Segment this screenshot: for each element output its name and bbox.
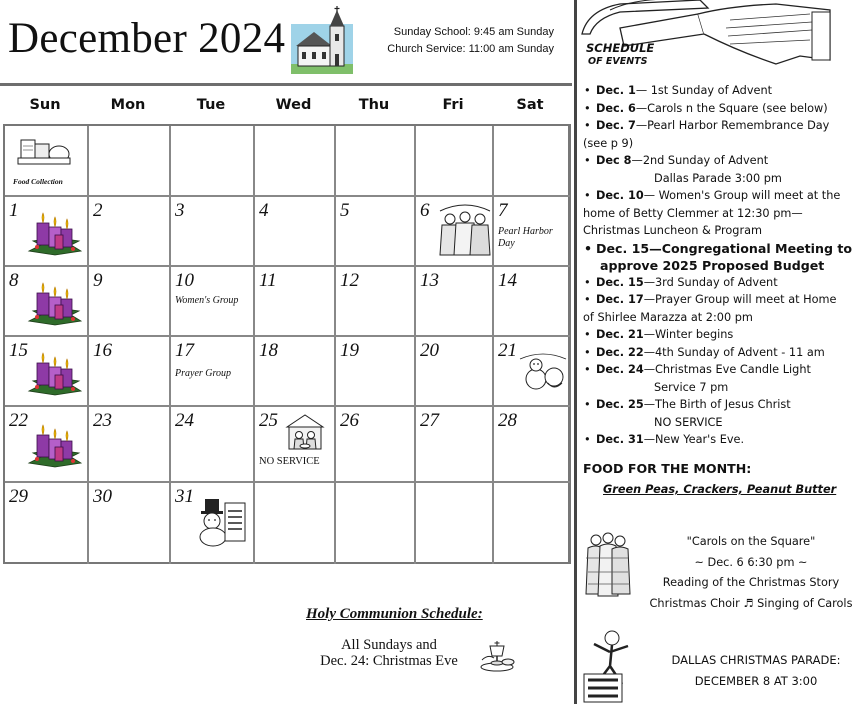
event-text: —Christmas Eve Candle Light	[643, 363, 811, 376]
event-text-continued: of Shirlee Marazza at 2:00 pm	[583, 310, 753, 324]
parade-line: DALLAS CHRISTMAS PARADE:	[671, 653, 841, 667]
calendar-cell	[89, 337, 171, 407]
calendar-cell	[494, 337, 570, 407]
new-year-snowman-icon	[195, 493, 249, 547]
calendar-cell	[494, 197, 570, 267]
schedule-banner-text: SCHEDULE	[586, 41, 655, 55]
calendar-cell	[416, 267, 494, 337]
calendar-cell	[494, 407, 570, 483]
calendar-cell	[171, 407, 255, 483]
weekday-header: Tue	[196, 97, 226, 113]
day-number: 14	[498, 270, 517, 291]
day-number: 10	[175, 270, 194, 291]
calendar-cell	[416, 197, 494, 267]
food-collection-icon	[15, 136, 75, 176]
page-title: December 2024	[8, 15, 286, 62]
event-date: Dec. 17	[596, 293, 644, 306]
day-number: 3	[175, 200, 185, 221]
calendar-cell	[255, 267, 336, 337]
event-date: Dec. 10	[596, 189, 644, 202]
church-service-time: Church Service: 11:00 am Sunday	[387, 43, 554, 55]
winter-snowman-icon	[518, 349, 568, 395]
advent-wreath-icon	[27, 347, 83, 399]
header-divider	[0, 83, 572, 86]
weekday-header: Sat	[516, 97, 544, 113]
event-date: Dec. 15	[596, 275, 644, 289]
dallas-parade-note	[650, 650, 862, 692]
calendar-cell	[255, 337, 336, 407]
event-text: —Winter begins	[643, 328, 734, 341]
day-number: 2	[93, 200, 103, 221]
day-number: 23	[93, 410, 112, 431]
weekday-header: Fri	[442, 97, 464, 113]
day-number: 13	[420, 270, 439, 291]
event-text: —4th Sunday of Advent - 11 am	[643, 345, 825, 359]
calendar-cell	[336, 126, 416, 197]
event-text-continued: (see p 9)	[583, 136, 634, 150]
event-date: Dec 8	[596, 154, 632, 167]
event-text: —Pearl Harbor Remembrance Day	[635, 119, 830, 132]
event-date: Dec. 15	[596, 240, 650, 256]
calendar-grid	[3, 124, 571, 564]
event-date: Dec. 7	[596, 119, 636, 132]
sidebar-divider	[574, 0, 577, 704]
calendar-cell	[255, 407, 336, 483]
nativity-icon	[285, 413, 325, 451]
communion-heading: Holy Communion Schedule:	[306, 606, 483, 622]
day-number: 21	[498, 340, 517, 361]
weekday-header: Thu	[358, 97, 390, 113]
calendar-cell	[171, 197, 255, 267]
calendar-cell	[255, 197, 336, 267]
event-date: Dec. 1	[596, 84, 636, 97]
calendar-cell	[5, 483, 89, 564]
event-text: —The Birth of Jesus Christ	[643, 398, 791, 411]
calendar-cell	[5, 337, 89, 407]
day-note: NO SERVICE	[259, 456, 320, 467]
event-text-continued: Christmas Luncheon & Program	[583, 224, 763, 237]
day-number: 28	[498, 410, 517, 431]
calendar-cell	[171, 126, 255, 197]
day-number: 29	[9, 486, 28, 507]
event-item	[583, 274, 862, 292]
weekday-header: Mon	[110, 97, 146, 113]
schedule-banner-text: OF EVENTS	[588, 56, 648, 67]
day-number: 7	[498, 200, 508, 221]
calendar-cell	[336, 407, 416, 483]
calendar-cell	[5, 126, 89, 197]
dancing-day-illustration	[582, 626, 636, 704]
event-item	[583, 326, 862, 344]
calendar-cell	[5, 197, 89, 267]
communion-schedule	[308, 637, 470, 669]
church-illustration	[290, 6, 354, 74]
communion-line: All Sundays and	[341, 637, 437, 653]
day-number: 16	[93, 340, 112, 361]
event-date: Dec. 6	[596, 101, 636, 115]
day-note: Prayer Group	[175, 368, 232, 379]
day-number: 25	[259, 410, 278, 431]
calendar-cell	[336, 483, 416, 564]
day-number: 1	[9, 200, 19, 221]
calendar-cell	[89, 267, 171, 337]
advent-wreath-icon	[27, 277, 83, 329]
day-note: Pearl Harbor Day	[498, 226, 553, 249]
event-item	[583, 117, 862, 152]
event-text: —3rd Sunday of Advent	[643, 275, 778, 289]
event-text: —Congregational Meeting to	[649, 240, 853, 256]
calendar-cell	[171, 267, 255, 337]
event-item	[583, 291, 862, 326]
carols-detail: Reading of the Christmas Story	[662, 576, 840, 589]
communion-chalice-icon	[478, 640, 516, 672]
calendar-cell	[89, 197, 171, 267]
carols-on-the-square	[640, 532, 862, 614]
day-number: 22	[9, 410, 28, 431]
calendar-cell	[171, 337, 255, 407]
day-number: 30	[93, 486, 112, 507]
day-number: 24	[175, 410, 194, 431]
event-date: Dec. 24	[596, 363, 644, 376]
day-number: 4	[259, 200, 269, 221]
event-item	[583, 100, 862, 118]
event-text: — Women's Group will meet at the	[643, 189, 841, 202]
food-heading: FOOD FOR THE MONTH:	[583, 461, 752, 476]
calendar-cell	[89, 126, 171, 197]
event-item	[583, 361, 862, 396]
calendar-cell	[494, 267, 570, 337]
calendar-cell	[255, 126, 336, 197]
day-number: 11	[259, 270, 277, 291]
food-collection-label: Food Collection	[13, 177, 63, 186]
event-text: —Carols n the Square (see below)	[635, 101, 828, 115]
carols-date: ~ Dec. 6 6:30 pm ~	[694, 555, 808, 569]
event-item	[583, 240, 862, 274]
event-item	[583, 344, 862, 362]
day-number: 12	[340, 270, 359, 291]
advent-wreath-icon	[27, 207, 83, 259]
day-number: 20	[420, 340, 439, 361]
event-item	[583, 396, 862, 431]
day-number: 5	[340, 200, 350, 221]
calendar-cell	[255, 483, 336, 564]
day-note: Women's Group	[175, 295, 239, 306]
parade-line: DECEMBER 8 AT 3:00	[694, 674, 818, 688]
event-text: —New Year's Eve.	[643, 433, 745, 446]
weekday-header: Sun	[29, 97, 61, 113]
day-number: 15	[9, 340, 28, 361]
event-item	[583, 82, 862, 100]
calendar-cell	[336, 267, 416, 337]
calendar-cell	[416, 407, 494, 483]
event-date: Dec. 31	[596, 433, 644, 446]
calendar-cell	[5, 407, 89, 483]
carols-detail: Christmas Choir ♬ Singing of Carols	[649, 596, 853, 610]
calendar-cell	[336, 197, 416, 267]
event-text-continued: Dallas Parade 3:00 pm	[654, 171, 782, 185]
calendar-cell	[494, 126, 570, 197]
calendar-cell	[89, 407, 171, 483]
weekday-header: Wed	[275, 97, 312, 113]
event-date: Dec. 25	[596, 398, 644, 411]
events-list	[583, 82, 862, 449]
sunday-school-time: Sunday School: 9:45 am Sunday	[393, 26, 554, 38]
calendar-cell	[171, 483, 255, 564]
calendar-cell	[416, 483, 494, 564]
day-number: 17	[175, 340, 194, 361]
event-text-continued: NO SERVICE	[654, 415, 723, 429]
schedule-of-events-banner	[580, 0, 832, 70]
event-item	[583, 152, 862, 187]
event-text-continued: home of Betty Clemmer at 12:30 pm—	[583, 206, 803, 220]
calendar-cell	[336, 337, 416, 407]
carolers-illustration	[582, 528, 632, 600]
communion-line: Dec. 24: Christmas Eve	[320, 653, 458, 669]
day-number: 6	[420, 200, 430, 221]
day-number: 8	[9, 270, 19, 291]
day-number: 26	[340, 410, 359, 431]
service-times	[364, 24, 554, 58]
calendar-cell	[5, 267, 89, 337]
day-number: 18	[259, 340, 278, 361]
event-text: —2nd Sunday of Advent	[631, 154, 769, 167]
day-number: 9	[93, 270, 103, 291]
day-number: 27	[420, 410, 439, 431]
event-text: — 1st Sunday of Advent	[635, 84, 773, 97]
event-text: —Prayer Group will meet at Home	[643, 293, 837, 306]
event-date: Dec. 21	[596, 328, 644, 341]
carolers-icon	[436, 201, 494, 257]
event-date: Dec. 22	[596, 345, 644, 359]
food-items: Green Peas, Crackers, Peanut Butter	[603, 483, 837, 496]
calendar-cell	[416, 126, 494, 197]
calendar-cell	[89, 483, 171, 564]
event-item	[583, 187, 862, 240]
carols-title: "Carols on the Square"	[686, 535, 816, 548]
calendar-cell	[416, 337, 494, 407]
calendar-cell	[494, 483, 570, 564]
day-number: 31	[175, 486, 194, 507]
event-text-continued: Service 7 pm	[654, 380, 729, 394]
day-number: 19	[340, 340, 359, 361]
event-text-continued: approve 2025 Proposed Budget	[600, 257, 825, 273]
advent-wreath-icon	[27, 419, 83, 471]
event-item	[583, 431, 862, 449]
weekday-header-row	[3, 88, 571, 123]
